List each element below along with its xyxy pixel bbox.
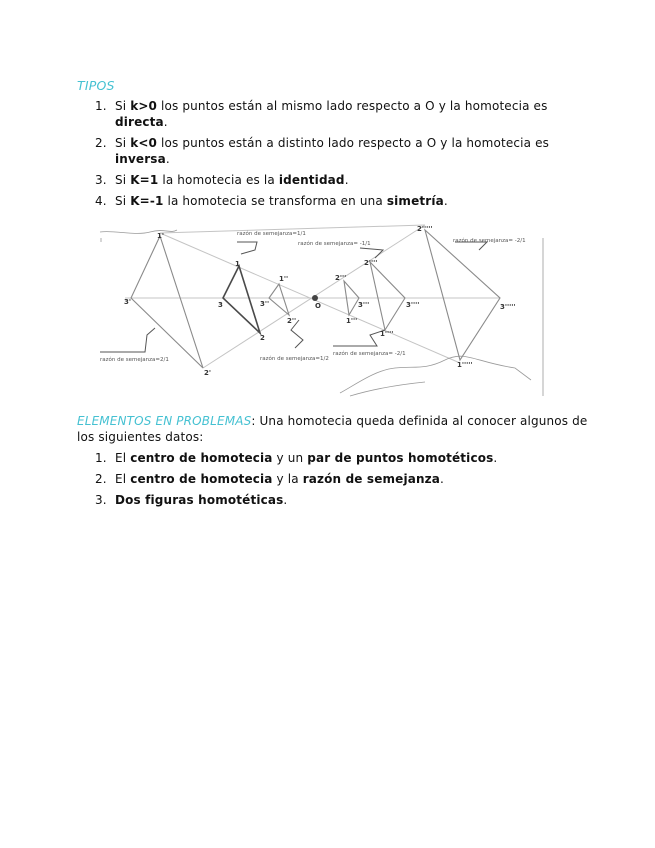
homothety-diagram — [95, 220, 550, 400]
triangle-ratio-2-1 — [131, 236, 203, 368]
item-bold-term: identidad — [278, 173, 345, 187]
item-number: 1. — [95, 451, 107, 465]
point-label: 3' — [124, 298, 132, 306]
item-text: . — [283, 493, 288, 507]
item-bold-term: directa — [115, 115, 164, 129]
item-text: Si — [115, 173, 131, 187]
item-number: 1. — [95, 99, 107, 113]
point-label: 2''''' — [417, 225, 433, 233]
item-number: 2. — [95, 472, 107, 486]
item-bold-term: centro de homotecia — [130, 472, 273, 486]
list-item — [90, 172, 560, 188]
point-label: 1'''' — [380, 330, 394, 338]
item-bold-term: inversa — [115, 152, 166, 166]
annotation-arrow — [100, 328, 155, 352]
point-label: 1''' — [346, 317, 358, 325]
ratio-annotation: razón de semejanza= -1/1 — [298, 241, 371, 247]
elementos-intro-text: : Una homotecia queda definida al conocer algunos de los siguientes datos: — [77, 414, 588, 444]
point-label: 2'' — [287, 317, 297, 325]
point-label: 1' — [157, 232, 165, 240]
point-label: 2'''' — [364, 259, 378, 267]
ratio-annotation: razón de semejanza=2/1 — [100, 357, 169, 363]
point-label: 2 — [260, 334, 265, 342]
point-label: 2' — [204, 369, 212, 377]
item-text: y un — [272, 451, 308, 465]
item-text: Si — [115, 194, 131, 208]
item-text: la homotecia se transforma en una — [163, 194, 387, 208]
item-text: . — [165, 152, 170, 166]
center-point-o — [312, 295, 318, 301]
item-text: . — [493, 451, 498, 465]
item-bold-term: Dos figuras homotéticas — [115, 493, 284, 507]
item-bold-k: k>0 — [130, 99, 158, 113]
elementos-list — [90, 450, 560, 508]
point-label: 3'''' — [406, 301, 420, 309]
annotation-arrow — [237, 242, 257, 254]
list-item — [90, 492, 560, 508]
item-bold-k: K=-1 — [130, 194, 164, 208]
triangle-identity — [223, 266, 260, 333]
tipos-list — [90, 98, 560, 209]
point-label: 1 — [235, 260, 240, 268]
point-label: 2''' — [335, 274, 347, 282]
item-text: Si — [115, 136, 131, 150]
item-bold-term: simetría — [386, 194, 444, 208]
item-text: Si — [115, 99, 131, 113]
item-bold-k: k<0 — [130, 136, 158, 150]
item-text: El — [115, 472, 131, 486]
item-text: la homotecia es la — [158, 173, 279, 187]
item-text: los puntos están a distinto lado respecto a O y la homotecia es — [157, 136, 550, 150]
ratio-annotation: razón de semejanza=1/1 — [237, 231, 306, 237]
list-item — [90, 471, 560, 487]
item-text: El — [115, 451, 131, 465]
list-item — [90, 450, 560, 466]
item-bold-k: K=1 — [130, 173, 159, 187]
item-number: 2. — [95, 136, 107, 150]
point-label: 3 — [218, 301, 223, 309]
annotation-arrow — [360, 248, 383, 258]
point-label: 1''''' — [457, 361, 473, 369]
item-text: . — [163, 115, 168, 129]
elementos-paragraph — [77, 413, 597, 445]
tipos-heading: TIPOS — [77, 78, 115, 93]
ratio-annotation: razón de semejanza= -2/1 — [453, 238, 526, 244]
point-label: 3''' — [358, 301, 370, 309]
item-number: 4. — [95, 194, 107, 208]
item-bold-term: centro de homotecia — [130, 451, 273, 465]
item-number: 3. — [95, 493, 107, 507]
sketch-edge — [340, 356, 531, 393]
list-item — [90, 135, 560, 167]
point-label: 1'' — [279, 275, 289, 283]
item-text: . — [440, 472, 445, 486]
ratio-annotation: razón de semejanza= -2/1 — [333, 351, 406, 357]
point-label: 3''''' — [500, 303, 516, 311]
item-bold-term: par de puntos homotéticos — [307, 451, 494, 465]
elementos-heading: ELEMENTOS EN PROBLEMAS — [77, 414, 252, 428]
item-text: . — [344, 173, 349, 187]
point-label: O — [315, 302, 321, 310]
item-number: 3. — [95, 173, 107, 187]
list-item — [90, 193, 560, 209]
item-text: . — [443, 194, 448, 208]
item-text: y la — [272, 472, 303, 486]
triangle-ratio-m2-1 — [370, 262, 405, 330]
triangle-ratio-1-2 — [269, 284, 289, 315]
annotation-arrow — [333, 330, 385, 346]
triangle-large-inverse — [425, 230, 500, 360]
ratio-annotation: razón de semejanza=1/2 — [260, 356, 329, 362]
list-item — [90, 98, 560, 130]
item-text: los puntos están al mismo lado respecto a O y la homotecia es — [157, 99, 548, 113]
point-label: 3'' — [260, 300, 270, 308]
sketch-edge — [350, 382, 425, 396]
item-bold-term: razón de semejanza — [302, 472, 441, 486]
